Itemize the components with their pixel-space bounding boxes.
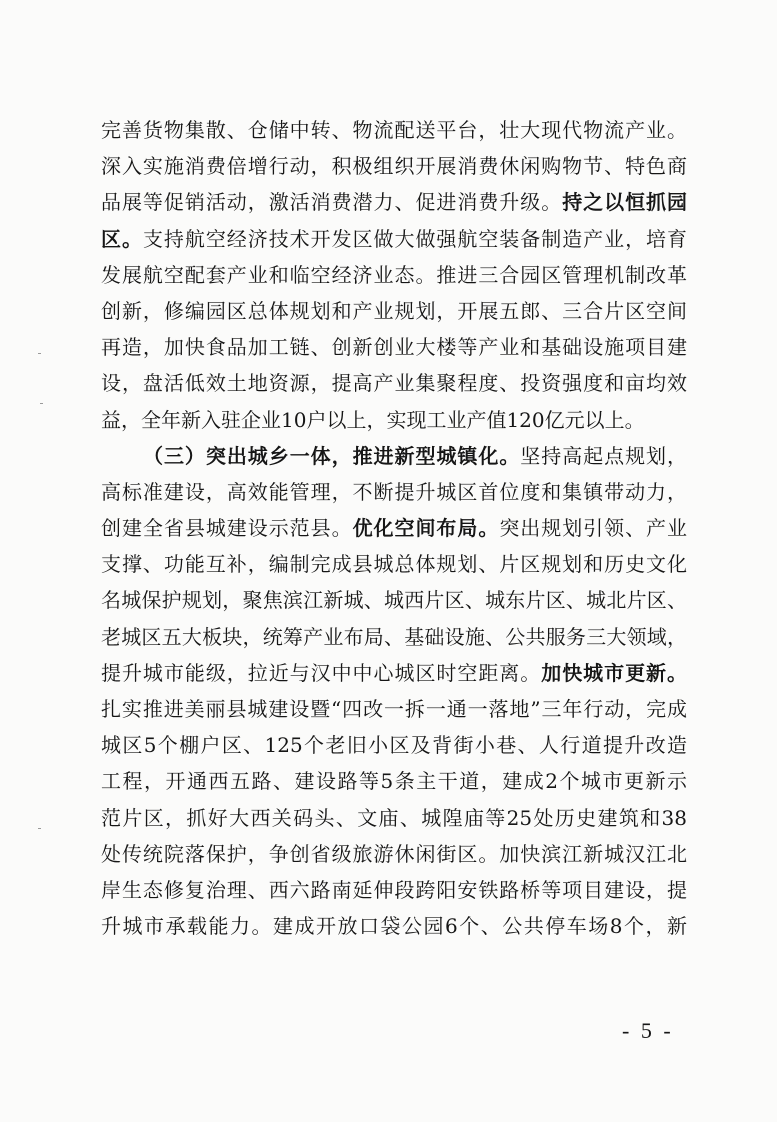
body-text: 名城保护规划，聚焦滨江新城、城西片区、城东片区、城北片区、 [101, 588, 687, 613]
body-text: 范片区，抓好大西关码头、文庙、城隍庙等25处历史建筑和38 [101, 805, 687, 830]
text-line [101, 474, 687, 510]
body-text: 扎实推进美丽县城建设暨“四改一拆一通一落地”三年行动，完成 [101, 697, 687, 721]
body-text: 坚持高起点规划， [520, 443, 688, 468]
body-text: 支撑、功能互补，编制完成县城总体规划、片区规划和历史文化 [101, 552, 687, 577]
body-text: 突出规划引领、产业 [499, 516, 688, 541]
body-text: 支持航空经济技术开发区做大做强航空装备制造产业，培育 [142, 226, 688, 251]
text-line [101, 836, 687, 872]
text-line [101, 148, 687, 184]
scan-speck [38, 828, 41, 829]
text-line [101, 329, 687, 365]
text-line [101, 582, 687, 618]
text-line [101, 800, 687, 836]
text-line [101, 293, 687, 329]
page-number: - 5 - [622, 1018, 674, 1043]
scan-speck [40, 403, 43, 404]
body-text: 创建全省县城建设示范县。 [101, 516, 353, 541]
text-line [101, 184, 687, 220]
body-text: 发展航空配套产业和临空经济业态。推进三合园区管理机制改革 [101, 262, 687, 287]
body-text: 老城区五大板块，统筹产业布局、基础设施、公共服务三大领域， [101, 624, 687, 649]
text-line [101, 619, 687, 655]
body-text: 高标准建设，高效能管理，不断提升城区首位度和集镇带动力， [101, 479, 687, 504]
bold-heading-text: 加快城市更新。 [541, 660, 688, 685]
body-text: 工程，开通西五路、建设路等5条主干道，建成2个城市更新示 [101, 769, 687, 794]
text-line [101, 257, 687, 293]
text-line [101, 112, 687, 148]
body-text: 完善货物集散、仓储中转、物流配送平台，壮大现代物流产业。 [101, 118, 687, 142]
text-line [101, 402, 687, 438]
document-body [101, 112, 687, 944]
text-line [101, 691, 687, 727]
text-line [101, 510, 687, 546]
body-text: 提升城市能级，拉近与汉中中心城区时空距离。 [101, 660, 542, 685]
bold-heading-text: （三）突出城乡一体，推进新型城镇化。 [143, 443, 521, 468]
text-line [101, 763, 687, 799]
body-text: 深入实施消费倍增行动，积极组织开展消费休闲购物节、特色商 [101, 154, 687, 179]
body-text: 岸生态修复治理、西六路南延伸段跨阳安铁路桥等项目建设，提 [101, 877, 687, 902]
body-text: 再造，加快食品加工链、创新创业大楼等产业和基础设施项目建 [101, 335, 687, 360]
scan-speck [38, 353, 41, 354]
text-line [101, 872, 687, 908]
text-line [101, 727, 687, 763]
body-text: 益，全年新入驻企业10户以上，实现工业产值120亿元以上。 [101, 407, 645, 432]
text-line [101, 221, 687, 257]
text-line [101, 438, 687, 474]
text-line [101, 655, 687, 691]
bold-heading-text: 优化空间布局。 [352, 516, 500, 541]
bold-heading-text: 持之以恒抓园 [562, 190, 688, 215]
bold-heading-text: 区。 [101, 226, 143, 251]
text-line [101, 546, 687, 582]
body-text: 品展等促销活动，激活消费潜力、促进消费升级。 [101, 190, 563, 215]
body-text: 设，盘活低效土地资源，提高产业集聚程度、投资强度和亩均效 [101, 371, 687, 396]
body-text: 城区5个棚户区、125个老旧小区及背街小巷、人行道提升改造 [101, 733, 687, 758]
body-text: 升城市承载能力。建成开放口袋公园6个、公共停车场8个，新 [101, 914, 687, 939]
text-line [101, 908, 687, 944]
body-text: 创新，修编园区总体规划和产业规划，开展五郎、三合片区空间 [101, 298, 687, 323]
body-text: 处传统院落保护，争创省级旅游休闲街区。加快滨江新城汉江北 [101, 841, 687, 866]
text-line [101, 365, 687, 401]
